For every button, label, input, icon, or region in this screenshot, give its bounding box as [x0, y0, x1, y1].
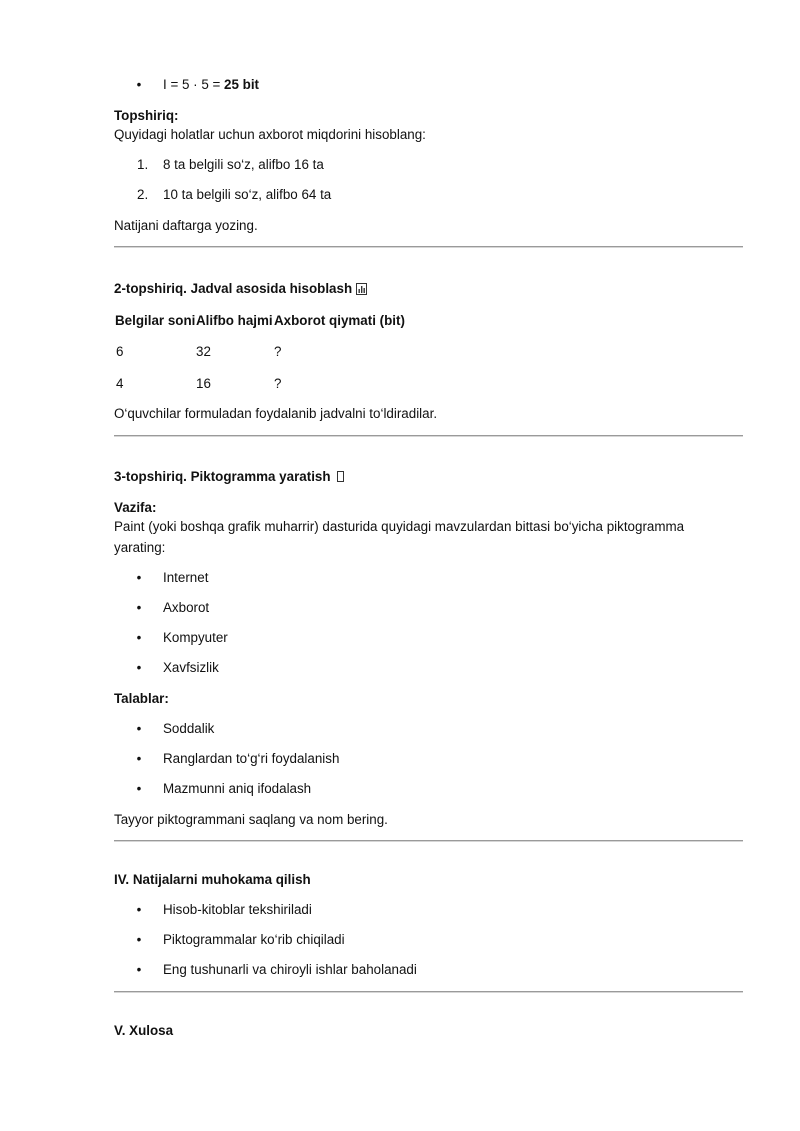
topic-item: Xavfsizlik [163, 660, 219, 675]
table-header-cell: Axborot qiymati (bit) [274, 313, 405, 328]
section4-heading: IV. Natijalarni muhokama qilish [114, 872, 311, 887]
task3-heading [114, 468, 344, 486]
table-cell: ? [274, 376, 282, 391]
table-cell: ? [274, 344, 282, 359]
bullet-marker: • [136, 751, 142, 766]
formula-result: 25 bit [224, 77, 260, 92]
task3-description: Paint (yoki boshqa grafik muharrir) dasturida quyidagi mavzulardan bittasi bo‘yicha piktogramma [114, 519, 685, 534]
task3-note: Tayyor piktogrammani saqlang va nom bering. [114, 812, 388, 827]
requirement-item: Soddalik [163, 721, 215, 736]
task2-heading-text: 2-topshiriq. Jadval asosida hisoblash [114, 281, 353, 296]
table-header-cell: Alifbo hajmi [196, 313, 273, 328]
missing-glyph-icon [337, 471, 344, 482]
table-header-cell: Belgilar soni [115, 313, 196, 328]
bullet-marker: • [136, 932, 142, 947]
task1-heading: Topshiriq: [114, 108, 179, 123]
bullet-marker: • [136, 660, 142, 675]
bullet-marker: • [136, 781, 142, 796]
requirement-item: Ranglardan to‘g‘ri foydalanish [163, 751, 340, 766]
horizontal-rule [114, 246, 743, 248]
requirements-heading: Talablar: [114, 691, 169, 706]
table-cell: 6 [116, 344, 124, 359]
task3-description-cont: yarating: [114, 540, 166, 555]
bullet-marker: • [136, 962, 142, 977]
discussion-item: Eng tushunarli va chiroyli ishlar baholanadi [163, 962, 417, 977]
task3-subheading: Vazifa: [114, 500, 157, 515]
task1-item: 10 ta belgili so‘z, alifbo 64 ta [163, 187, 332, 202]
task2-note: O‘quvchilar formuladan foydalanib jadvalni to‘ldiradilar. [114, 406, 438, 421]
task1-intro: Quyidagi holatlar uchun axborot miqdorini hisoblang: [114, 127, 426, 142]
bullet-marker: • [136, 570, 142, 585]
topic-item: Axborot [163, 600, 210, 615]
topic-item: Kompyuter [163, 630, 228, 645]
topic-item: Internet [163, 570, 209, 585]
requirement-item: Mazmunni aniq ifodalash [163, 781, 312, 796]
bullet-marker: • [136, 721, 142, 736]
task1-item: 8 ta belgili so‘z, alifbo 16 ta [163, 157, 324, 172]
list-number: 1. [137, 157, 149, 172]
bullet-marker: • [136, 77, 142, 92]
formula-line [163, 76, 259, 94]
discussion-item: Piktogrammalar ko‘rib chiqiladi [163, 932, 345, 947]
table-cell: 32 [196, 344, 211, 359]
section5-heading: V. Xulosa [114, 1023, 174, 1038]
task3-heading-text: 3-topshiriq. Piktogramma yaratish [114, 469, 331, 484]
discussion-item: Hisob-kitoblar tekshiriladi [163, 902, 312, 917]
task1-note: Natijani daftarga yozing. [114, 218, 258, 233]
horizontal-rule [114, 991, 743, 993]
bar-chart-icon [356, 282, 367, 300]
task2-heading [114, 280, 367, 300]
bullet-marker: • [136, 902, 142, 917]
bullet-marker: • [136, 630, 142, 645]
list-number: 2. [137, 187, 149, 202]
horizontal-rule [114, 435, 743, 437]
bullet-marker: • [136, 600, 142, 615]
table-cell: 4 [116, 376, 124, 391]
table-cell: 16 [196, 376, 211, 391]
horizontal-rule [114, 840, 743, 842]
formula-text: I = 5 · 5 = [163, 77, 225, 92]
